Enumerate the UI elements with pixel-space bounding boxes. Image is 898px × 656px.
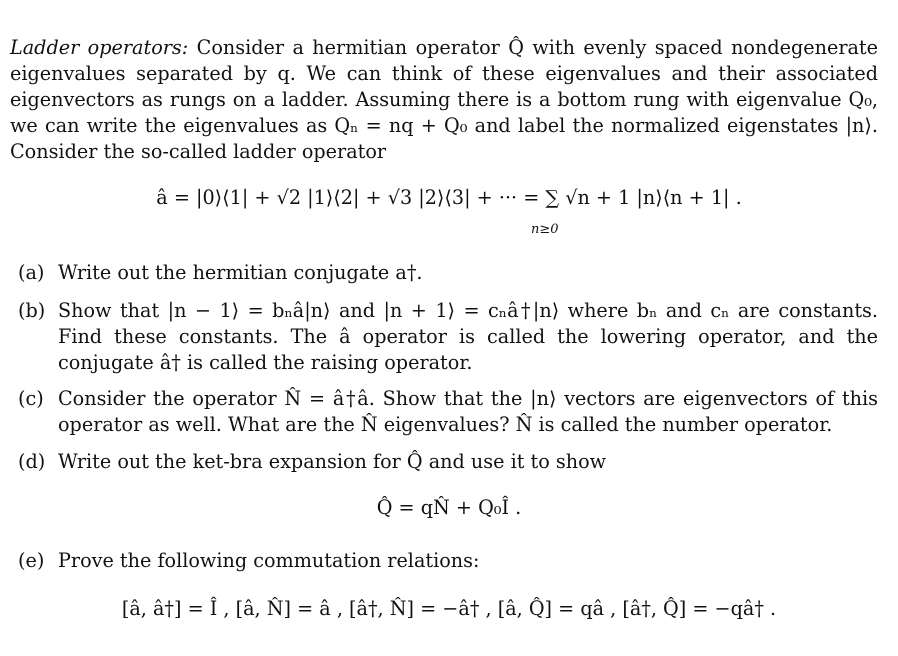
part-d-text: Write out the ket-bra expansion for Q̂ and use it to show (58, 450, 607, 473)
part-b-label: (b) (18, 299, 46, 322)
intro-heading: Ladder operators: (10, 36, 189, 59)
q-expansion-equation: Q̂ = qN̂ + Q₀Î . (376, 496, 522, 519)
ladder-operator-equation: â = |0⟩⟨1| + √2 |1⟩⟨2| + √3 |2⟩⟨3| + ··· = ∑ √n + 1 |n⟩⟨n + 1| . (156, 186, 742, 209)
part-c (18, 386, 878, 438)
ladder-sum-subscript: n≥0 (531, 222, 559, 237)
intro-body: Consider a hermitian operator Q̂ with evenly spaced nondegenerate eigenvalues separated by q. We can think of these eigenvalues and their associated eigenvectors as rungs on a ladder. Assuming there is a bottom rung with eigenvalue Q₀, we can write the eigenvalues as Qₙ = nq + Q₀ and label the normalized eigenstates |n⟩. Consider the so-called ladder operator (10, 36, 878, 163)
part-e (18, 548, 878, 574)
part-c-text: Consider the operator N̂ = â†â. Show that the |n⟩ vectors are eigenvectors of this operator as well. What are the N̂ eigenvalues? N̂ is called the number operator. (58, 387, 878, 436)
part-b-text: Show that |n − 1⟩ = bₙâ|n⟩ and |n + 1⟩ = cₙâ†|n⟩ where bₙ and cₙ are constants. Find these constants. The â operator is called the lowering operator, and the conjugate â† is called the raising operator. (58, 299, 878, 374)
intro-paragraph (10, 35, 878, 165)
part-a-text: Write out the hermitian conjugate a†. (58, 261, 423, 284)
part-a (18, 260, 878, 286)
part-e-text: Prove the following commutation relations: (58, 549, 480, 572)
part-e-label: (e) (18, 549, 45, 572)
part-c-label: (c) (18, 387, 44, 410)
part-d (18, 449, 878, 475)
part-d-label: (d) (18, 450, 46, 473)
commutation-relations-equation: [â, â†] = Î , [â, N̂] = â , [â†, N̂] = −â† , [â, Q̂] = qâ , [â†, Q̂] = −qâ† . (121, 597, 777, 620)
part-a-label: (a) (18, 261, 45, 284)
part-b (18, 298, 878, 376)
